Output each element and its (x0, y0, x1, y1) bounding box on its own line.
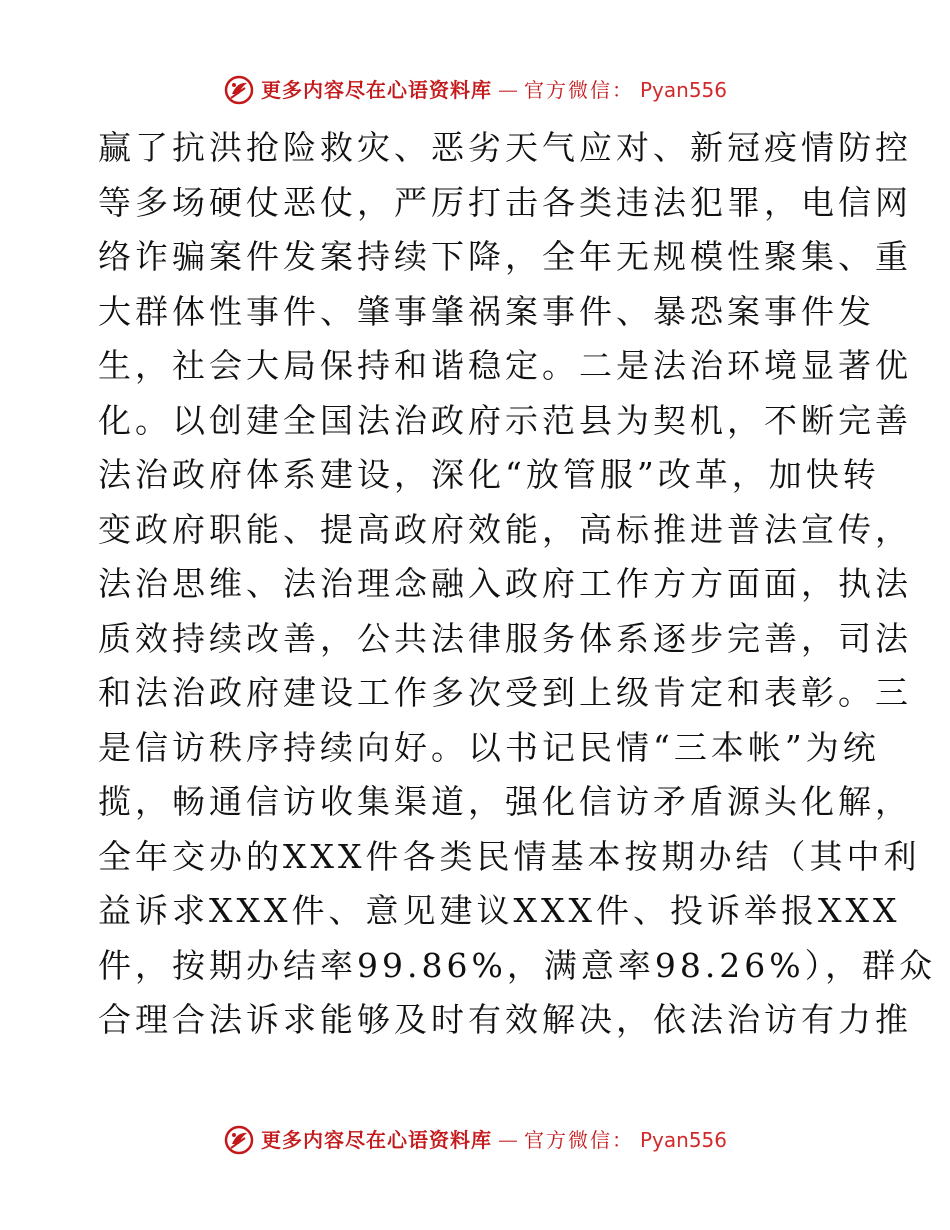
body-line: 法治政府体系建设，深化“放管服”改革，加快转 (98, 455, 880, 494)
body-line: 件，按期办结率99.86%，满意率98.26%），群众 (98, 945, 937, 985)
watermark-official-label: 官方微信： (523, 1128, 634, 1152)
body-line: 大群体性事件、肇事肇祸案事件、暴恐案事件发 (98, 291, 875, 331)
body-line: 和法治政府建设工作多次受到上级肯定和表彰。三 (98, 673, 912, 712)
body-line: 生，社会大局保持和谐稳定。二是法治环境显著优 (98, 346, 912, 385)
body-line: 益诉求XXX件、意见建议XXX件、投诉举报XXX (98, 891, 901, 930)
watermark-site-text: 更多内容尽在心语资料库 (260, 78, 492, 102)
header-watermark (0, 74, 950, 106)
body-line: 化。以创建全国法治政府示范县为契机，不断完善 (98, 400, 912, 440)
body-line: 揽，畅通信访收集渠道，强化信访矛盾源头化解， (98, 782, 912, 821)
footer-watermark (0, 1124, 950, 1156)
watermark-official-label: 官方微信： (523, 78, 634, 102)
body-line: 赢了抗洪抢险救灾、恶劣天气应对、新冠疫情防控 (98, 128, 912, 167)
body-line: 是信访秩序持续向好。以书记民情“三本帐”为统 (98, 727, 880, 767)
body-line: 法治思维、法治理念融入政府工作方方面面，执法 (98, 564, 912, 603)
body-line: 变政府职能、提高政府效能，高标推进普法宣传， (98, 509, 912, 549)
body-line: 全年交办的XXX件各类民情基本按期办结（其中利 (98, 836, 921, 876)
watermark-wechat-id: Pyan556 (639, 78, 727, 102)
body-line: 质效持续改善，公共法律服务体系逐步完善，司法 (98, 618, 912, 658)
document-body (98, 121, 937, 1048)
brand-logo-icon (223, 74, 255, 106)
watermark-separator: — (497, 78, 518, 102)
body-line: 合理合法诉求能够及时有效解决，依法治访有力推 (98, 1000, 912, 1039)
watermark-separator: — (497, 1128, 518, 1152)
body-line: 等多场硬仗恶仗，严厉打击各类违法犯罪，电信网 (98, 182, 912, 222)
body-line: 络诈骗案件发案持续下降，全年无规模性聚集、重 (98, 237, 912, 276)
brand-logo-icon (223, 1124, 255, 1156)
watermark-wechat-id: Pyan556 (639, 1128, 727, 1152)
watermark-site-text: 更多内容尽在心语资料库 (260, 1128, 492, 1152)
